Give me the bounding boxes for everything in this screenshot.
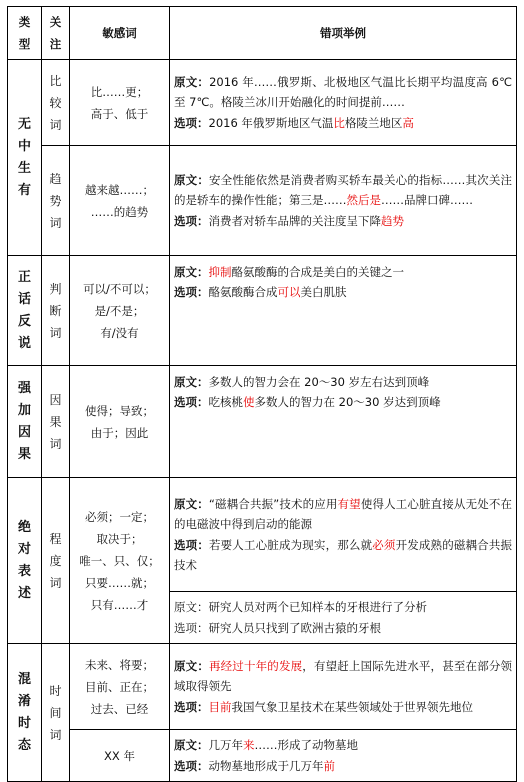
focus-cell [42, 256, 70, 366]
text-run: 安全性能依然是消费者购买轿车最关心的指标……其次关注的是轿车的操作性能；第三是…… [174, 173, 512, 208]
option-text [174, 392, 512, 412]
text-run: 2016 年……俄罗斯、北极地区气温比长期平均温度高 6℃至 7℃。格陵兰冰川开始融化的时间提前…… [174, 75, 513, 110]
highlight-text: 趋势 [381, 213, 404, 228]
focus-label [42, 70, 69, 136]
vertical-char: 较 [49, 95, 62, 110]
text-run: 酪氨酸酶的合成是美白的关键之一 [231, 265, 404, 279]
vertical-char: 述 [17, 585, 31, 601]
keywords-cell [70, 644, 170, 730]
highlight-text: 比 [333, 115, 345, 130]
keyword-line: 过去、已经 [90, 701, 149, 716]
vertical-char: 淆 [17, 693, 31, 709]
vertical-char: 判 [49, 281, 62, 296]
vertical-char: 加 [17, 402, 31, 418]
vertical-char: 类 [18, 15, 31, 29]
text-run: 2016 年俄罗斯地区气温 [208, 115, 334, 130]
vertical-char: 间 [49, 705, 62, 720]
header-focus [42, 7, 70, 60]
option-text [174, 535, 512, 575]
table-row [8, 256, 517, 366]
focus-label [42, 168, 69, 234]
option-text [174, 113, 512, 133]
vertical-char: 混 [17, 671, 31, 687]
keywords-cell [70, 366, 170, 478]
type-label [8, 267, 41, 355]
row-label: 选项： [174, 285, 209, 300]
row-label: 选项： [174, 115, 209, 130]
example-cell [170, 644, 517, 730]
row-label: 原文： [174, 375, 209, 389]
keyword-line: 是/不是； [94, 303, 145, 318]
vertical-char: 因 [17, 424, 31, 440]
vertical-char: 中 [17, 138, 31, 154]
header-focus-text [42, 11, 69, 55]
original-text [174, 170, 512, 210]
text-run: 原文：研究人员对两个已知样本的牙根进行了分析 [174, 600, 427, 615]
vertical-char: 态 [17, 737, 31, 753]
focus-label [42, 389, 69, 455]
table-row [8, 730, 517, 782]
focus-cell [42, 644, 70, 782]
example-cell [170, 366, 517, 478]
text-run: “磁耦合共振”技术的应用 [208, 497, 338, 512]
vertical-char: 反 [17, 313, 31, 329]
type-cell [8, 644, 42, 782]
original-text [174, 372, 512, 392]
highlight-text: 抑制 [208, 265, 232, 279]
example-cell [170, 146, 517, 256]
option-text [174, 211, 512, 231]
vertical-char: 因 [49, 392, 62, 407]
vertical-char: 生 [17, 160, 31, 176]
original-text [174, 494, 512, 534]
keyword-line: 唯一、只、仅； [79, 553, 160, 568]
header-row [8, 7, 517, 60]
vertical-char: 果 [49, 414, 62, 429]
focus-label [42, 680, 69, 746]
row-label: 选项： [174, 537, 209, 552]
row-label: 原文： [174, 265, 209, 279]
keywords-cell [70, 256, 170, 366]
vertical-char: 比 [49, 73, 62, 88]
keyword-line: XX 年 [104, 748, 135, 763]
table-row [8, 366, 517, 478]
type-label [8, 517, 41, 605]
text-run: 使得人工心脏直接从无处不在的电磁波中得到启动的能源 [174, 497, 512, 532]
highlight-text: 目前 [208, 699, 232, 714]
row-label: 原文： [174, 659, 209, 674]
example-cell [170, 256, 517, 366]
row-label: 原文： [174, 75, 210, 90]
text-run: 多数人的智力在 20～30 岁达到顶峰 [254, 395, 441, 410]
option-text [174, 618, 512, 638]
vertical-char: 势 [49, 193, 62, 208]
text-run: 美白肌肤 [300, 285, 347, 300]
vertical-char: 词 [49, 215, 62, 230]
highlight-text: 使 [243, 395, 255, 410]
text-run: 我国气象卫星技术在某些领域处于世界领先地位 [231, 699, 473, 714]
text-run: ……形成了动物墓地 [254, 738, 358, 753]
vertical-char: 绝 [17, 519, 31, 535]
vertical-char: 程 [49, 531, 62, 546]
vertical-char: 对 [17, 541, 31, 557]
vertical-char: 关 [49, 15, 62, 29]
highlight-text: 有望 [337, 497, 361, 512]
row-label: 原文： [174, 738, 209, 753]
keyword-line: 取决于； [96, 531, 143, 546]
row-label: 选项： [174, 758, 209, 773]
option-text [174, 282, 512, 302]
keyword-line: 未来、将要； [85, 657, 154, 672]
vertical-char: 正 [17, 269, 31, 285]
type-label [8, 378, 41, 466]
header-examples: 错项举例 [170, 7, 517, 60]
highlight-text: 必须 [372, 537, 396, 552]
text-run: 吃核桃 [208, 395, 243, 410]
example-cell [170, 60, 517, 146]
keyword-line: 只有……才 [90, 597, 149, 612]
header-type-text [8, 11, 41, 55]
vertical-char: 说 [17, 335, 31, 351]
keyword-line: 越来越……； [85, 182, 154, 197]
original-text [174, 597, 512, 617]
vertical-char: 词 [49, 727, 62, 742]
type-cell [8, 366, 42, 478]
row-label: 选项： [174, 395, 209, 410]
header-keywords: 敏感词 [70, 7, 170, 60]
focus-cell [42, 366, 70, 478]
text-run: ……品牌口碑…… [381, 193, 473, 208]
vertical-char: 有 [17, 182, 31, 198]
text-run: 格陵兰地区 [344, 115, 403, 130]
vertical-char: 词 [49, 575, 62, 590]
keyword-line: 只要……就； [85, 575, 154, 590]
type-cell [8, 60, 42, 256]
text-run: 酪氨酸酶合成 [208, 285, 278, 300]
type-cell [8, 478, 42, 644]
keywords-cell [70, 730, 170, 782]
text-run: 选项：研究人员只找到了欧洲古猿的牙根 [174, 620, 381, 635]
keyword-line: ……的趋势 [90, 204, 149, 219]
keyword-line: 有/没有 [100, 325, 139, 340]
text-run: 若要人工心脏成为现实，那么就 [208, 537, 373, 552]
keywords-cell [70, 478, 170, 644]
highlight-text: 然后是 [346, 193, 381, 208]
type-label [8, 114, 41, 202]
text-run: 几万年 [208, 738, 243, 753]
keyword-line: 必须；一定； [85, 509, 154, 524]
highlight-text: 来 [243, 738, 255, 753]
option-text [174, 756, 512, 776]
table-row [8, 60, 517, 146]
highlight-text: 再经过十年的发展 [208, 659, 303, 674]
text-run: 开发成熟的磁耦合共振技术 [174, 537, 513, 572]
keywords-cell [70, 146, 170, 256]
highlight-text: 高 [402, 115, 414, 130]
highlight-text: 可以 [277, 285, 301, 300]
original-text [174, 735, 512, 755]
keyword-line: 由于；因此 [90, 425, 149, 440]
table [7, 6, 517, 782]
vertical-char: 强 [17, 380, 31, 396]
focus-label [42, 528, 69, 594]
table-row [8, 644, 517, 730]
vertical-char: 词 [49, 325, 62, 340]
vertical-char: 度 [49, 553, 62, 568]
example-cell [170, 478, 517, 592]
vertical-char: 趋 [49, 171, 62, 186]
vertical-char: 时 [49, 683, 62, 698]
type-cell [8, 256, 42, 366]
row-label: 原文： [174, 497, 209, 512]
keyword-line: 可以/不可以； [83, 281, 156, 296]
vertical-char: 果 [17, 446, 31, 462]
keyword-line: 比……更； [90, 84, 149, 99]
vertical-char: 词 [49, 117, 62, 132]
row-label: 选项： [174, 699, 209, 714]
example-cell [170, 730, 517, 782]
row-label: 选项： [174, 213, 209, 228]
text-run: ，有望赶上国际先进水平，甚至在部分领域取得领先 [174, 659, 513, 694]
vertical-char: 时 [17, 715, 31, 731]
row-label: 原文： [174, 173, 209, 188]
original-text [174, 262, 512, 282]
table-row [8, 146, 517, 256]
type-label [8, 669, 41, 757]
focus-cell [42, 478, 70, 644]
header-type [8, 7, 42, 60]
vertical-char: 断 [49, 303, 62, 318]
focus-label [42, 278, 69, 344]
vertical-char: 注 [49, 37, 62, 51]
option-text [174, 697, 512, 717]
example-cell [170, 592, 517, 644]
keyword-line: 使得；导致； [85, 403, 154, 418]
vertical-char: 无 [17, 116, 31, 132]
vertical-char: 词 [49, 436, 62, 451]
text-run: 消费者对轿车品牌的关注度呈下降 [208, 213, 381, 228]
text-run: 多数人的智力会在 20～30 岁左右达到顶峰 [208, 375, 430, 389]
focus-cell [42, 60, 70, 146]
keyword-line: 目前、正在； [85, 679, 154, 694]
focus-cell [42, 146, 70, 256]
highlight-text: 前 [323, 758, 335, 773]
vertical-char: 型 [18, 37, 31, 51]
original-text [174, 72, 512, 112]
text-run: 动物墓地形成于几万年 [208, 758, 324, 773]
vertical-char: 表 [17, 563, 31, 579]
vertical-char: 话 [17, 291, 31, 307]
original-text [174, 656, 512, 696]
keyword-line: 高于、低于 [90, 106, 149, 121]
table-row [8, 478, 517, 592]
error-types-table [7, 6, 517, 782]
keywords-cell [70, 60, 170, 146]
